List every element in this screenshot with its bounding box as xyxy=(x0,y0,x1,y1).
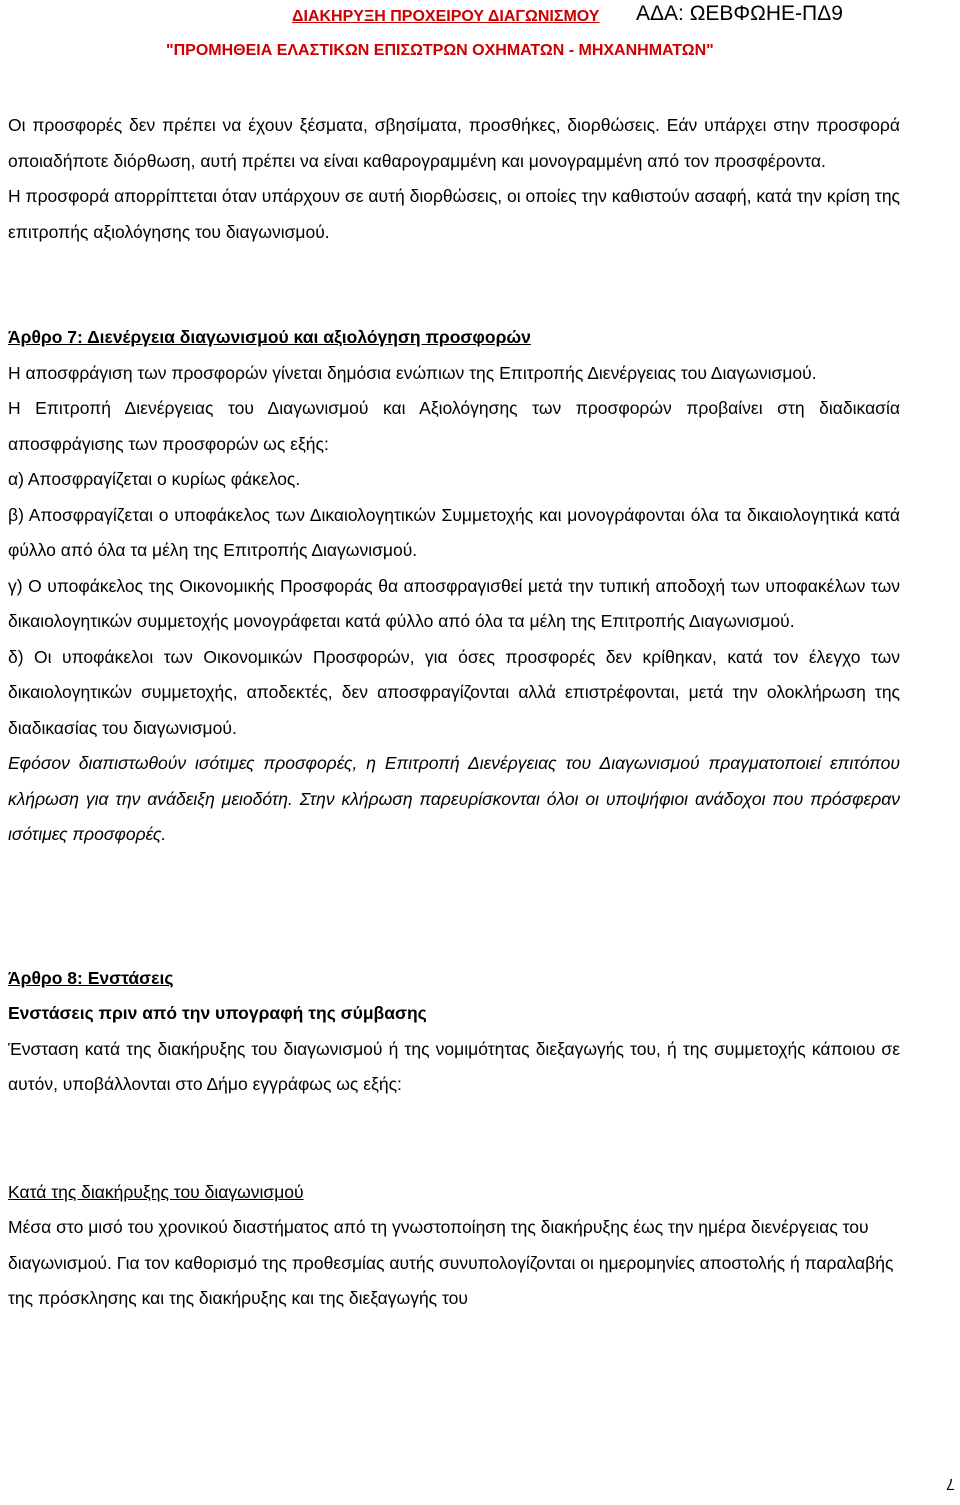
article-8-heading: Άρθρο 8: Ενστάσεις xyxy=(8,967,174,988)
article-8-subheading: Ενστάσεις πριν από την υπογραφή της σύμβασης xyxy=(8,1003,427,1023)
article-7-item-d: δ) Οι υποφάκελοι των Οικονομικών Προσφορών, για όσες προσφορές δεν κρίθηκαν, κατά τον έλεγχο των δικαιολογητικών συμμετοχής, αποδεκτές, δεν αποσφραγίζονται αλλά επιστρέφονται, μετά την ολοκλήρωση της διαδικασίας του διαγωνισμού. xyxy=(8,646,900,738)
article-7-paragraph-1: Η αποσφράγιση των προσφορών γίνεται δημόσια ενώπιων της Επιτροπής Διενέργειας του Διαγωνισμού. xyxy=(8,362,817,383)
article-7-tie-note: Εφόσον διαπιστωθούν ισότιμες προσφορές, η Επιτροπή Διενέργειας του Διαγωνισμού πραγματοποιεί επιτόπου κλήρωση για την ανάδειξη μειοδότη. Στην κλήρωση παρευρίσκονται όλοι οι υποψήφιοι ανάδοχοι που πρόσφεραν ισότιμες προσφορές. xyxy=(8,753,900,844)
page-number: 7 xyxy=(946,1475,955,1492)
article-7-item-c: γ) Ο υποφάκελος της Οικονομικής Προσφοράς θα αποσφραγισθεί μετά την τυπική αποδοχή των υποφακέλων των δικαιολογητικών συμμετοχής μονογράφεται κατά φύλλο από όλα τα μέλη της Επιτροπής Διαγωνισμού. xyxy=(8,575,900,631)
article-7-heading: Άρθρο 7: Διενέργεια διαγωνισμού και αξιολόγηση προσφορών xyxy=(8,327,531,347)
article-8-paragraph-1: Ένσταση κατά της διακήρυξης του διαγωνισμού ή της νομιμότητας διεξαγωγής του, ή της συμμετοχής κάποιου σε αυτόν, υποβάλλονται στο Δήμο εγγράφως ως εξής: xyxy=(8,1038,900,1094)
intro-paragraph-1: Οι προσφορές δεν πρέπει να έχουν ξέσματα, σβησίματα, προσθήκες, διορθώσεις. Εάν υπάρχει στην προσφορά οποιαδήποτε διόρθωση, αυτή πρέπει να είναι καθαρογραμμένη και μονογραμμένη από τον προσφέροντα. xyxy=(8,115,900,171)
ada-code: ΑΔΑ: ΩΕΒΦΩΗΕ-ΠΔ9 xyxy=(636,2,843,25)
intro-paragraph-2: Η προσφορά απορρίπτεται όταν υπάρχουν σε αυτή διορθώσεις, οι οποίες την καθιστούν ασαφή, κατά την κρίση της επιτροπής αξιολόγησης του διαγωνισμού. xyxy=(8,186,900,242)
document-subtitle: "ΠΡΟΜΗΘΕΙΑ ΕΛΑΣΤΙΚΩΝ ΕΠΙΣΩΤΡΩΝ ΟΧΗΜΑΤΩΝ - ΜΗΧΑΝΗΜΑΤΩΝ" xyxy=(166,42,714,59)
article-7-item-a: α) Αποσφραγίζεται ο κυρίως φάκελος. xyxy=(8,469,301,489)
article-8-section-title: Κατά της διακήρυξης του διαγωνισμού xyxy=(8,1181,304,1202)
document-title: ΔΙΑΚΗΡΥΞΗ ΠΡΟΧΕΙΡΟΥ ΔΙΑΓΩΝΙΣΜΟΥ xyxy=(292,8,600,25)
article-7-item-b: β) Αποσφραγίζεται ο υποφάκελος των Δικαιολογητικών Συμμετοχής και μονογράφονται όλα τα δικαιολογητικά κατά φύλλο από όλα τα μέλη της Επιτροπής Διαγωνισμού. xyxy=(8,504,900,560)
article-8-paragraph-2: Μέσα στο μισό του χρονικού διαστήματος από τη γνωστοποίηση της διακήρυξης έως την ημέρα διενέργειας του διαγωνισμού. Για τον καθορισμό της προθεσμίας αυτής συνυπολογίζονται οι ημερομηνίες αποστολής ή παραλαβής της πρόσκλησης και της διακήρυξης και της διεξαγωγής του xyxy=(8,1217,894,1308)
article-7-paragraph-2: Η Επιτροπή Διενέργειας του Διαγωνισμού και Αξιολόγησης των προσφορών προβαίνει στη διαδικασία αποσφράγισης των προσφορών ως εξής: xyxy=(8,398,900,454)
document-body xyxy=(8,108,900,1317)
